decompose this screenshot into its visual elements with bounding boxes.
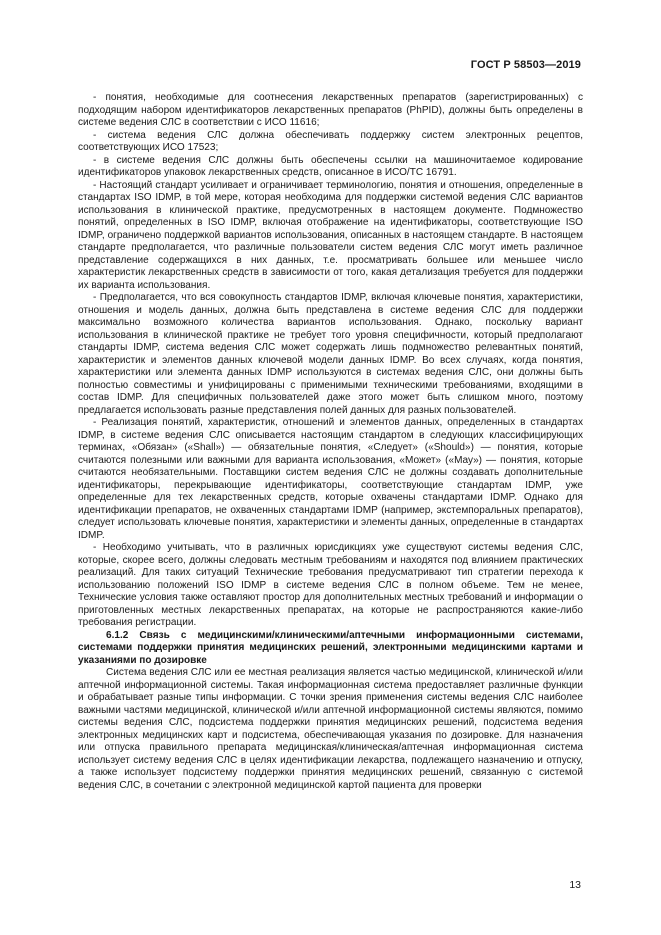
paragraph-e-prescription: - система ведения СЛС должна обеспечивать поддержку систем электронных рецептов, соответствующих ИСО 17523; [78, 129, 583, 153]
document-body [78, 92, 583, 792]
section-paragraph: Система ведения СЛС или ее местная реализация является частью медицинской, клинической и/или аптечной информационной системы. Такая информационная система предоставляет различные функции и обрабатывает разные типы информации. С точки зрения применения системы ведения СЛС наиболее важными частями медицинской, клинической и/или аптечной информационной системы являются, помимо системы ведения СЛС, подсистема поддержки принятия медицинских решений, подсистема ведения электронных медицинских карт и подсистема, обеспечивающая указания по дозировке. Для назначения или отпуска правильного препарата медицинская/клиническая/аптечная информационная система использует систему ведения СЛС в целях идентификации лекарства, подлежащего назначению и отпуску, а также использует подсистему поддержки принятия медицинских решений, связанную с системой ведения СЛС, в сочетании с электронной медицинской картой пациента для проверки [78, 667, 583, 791]
standard-id-header: ГОСТ Р 58503—2019 [470, 59, 581, 71]
paragraph-terminology: - Настоящий стандарт усиливает и ограничивает терминологию, понятия и отношения, определенные в стандартах ISO IDMP, в той мере, которая необходима для поддержки системой ведения СЛС вариантов использования в клинической практике, предусмотренных в настоящем документе. Подмножество понятий, определенных в ISO IDMP, включая отображение на идентификаторы, соответствующие ISO IDMP, ограничено поддержкой вариантов использования, описанных в настоящем стандарте. В настоящем стандарте предполагается, что различные пользователи систем ведения СЛС могут иметь различное представление содержащихся в них данных, т.е. просматривать большее или меньшее число характеристик лекарственных средств в зависимости от того, какая детализация требуется для поддержки их варианта использования. [78, 179, 583, 291]
paragraph-idmp-set: - Предполагается, что вся совокупность стандартов IDMP, включая ключевые понятия, характеристики, отношения и модель данных, должна быть представлена в системе ведения СЛС для поддержки максимально возможного количества вариантов использования. Однако, поскольку вариант использования в клинической практике не требует того уровня специфичности, который предполагают стандарты IDMP, система ведения СЛС может содержать лишь подмножество релевантных понятий, характеристик и элементов данных ключевой модели данных IDMP. Во всех случаях, когда понятия, характеристики или элемента данных IDMP используются в системах ведения СЛС, они должны быть полностью совместимы и унифицированы с применимыми техническими требованиями, входящими в состав IDMP. Для специфичных пользователей даже этого может быть слишком много, поэтому предлагается использовать разные представления полей данных для разных пользователей. [78, 292, 583, 416]
section-heading-6-1-2: 6.1.2 Связь с медицинскими/клиническими/аптечными информационными системами, системами поддержки принятия медицинских решений, электронными медицинскими картами и указаниями по дозировке [78, 629, 583, 666]
paragraph-implementation: - Реализация понятий, характеристик, отношений и элементов данных, определенных в стандартах IDMP, в системе ведения СЛС описывается настоящим стандартом в следующих классифицирующих терминах, «Обязан» («Shall») — обязательные понятия, «Следует» («Should») — понятия, которые считаются полезными или важными для варианта использования, «Может» («May») — понятия, которые считаются необязательными. Поставщики систем ведения СЛС не должны создавать дополнительные идентификаторы, перекрывающие идентификаторы, соответствующие стандартам IDMP, уже определенные для тех лекарственных средств, которые охвачены стандартами IDMP. Однако для идентификации препаратов, не охваченных стандартами IDMP (например, экстемпоральных препаратов), следует использовать ключевые понятия, характеристики и элементы данных, определенные в стандартах IDMP. [78, 417, 583, 541]
paragraph-jurisdictions: - Необходимо учитывать, что в различных юрисдикциях уже существуют системы ведения СЛС, которые, скорее всего, должны следовать местным требованиям и находятся под влиянием практических реализаций. Для таких ситуаций Технические требования предусматривают тип стратегии перехода к использованию положений ISO IDMP в системе ведения СЛС в полном объеме. Тем не менее, Технические условия также оставляют простор для дополнительных местных требований и информации о приготовленных местных лекарственных препаратах, на которые не распространяются какие-либо требования регистрации. [78, 542, 583, 628]
paragraph-phpid: - понятия, необходимые для соотнесения лекарственных препаратов (зарегистрированных) с подходящим набором идентификаторов лекарственных препаратов (PhPID), должны быть определены в системе ведения СЛС в соответствии с ИСО 11616; [78, 92, 583, 128]
page-number: 13 [569, 879, 581, 891]
paragraph-package-ids: - в системе ведения СЛС должны быть обеспечены ссылки на машиночитаемое кодирование идентификаторов упаковок лекарственных средств, описанное в ИСО/ТС 16791. [78, 154, 583, 178]
